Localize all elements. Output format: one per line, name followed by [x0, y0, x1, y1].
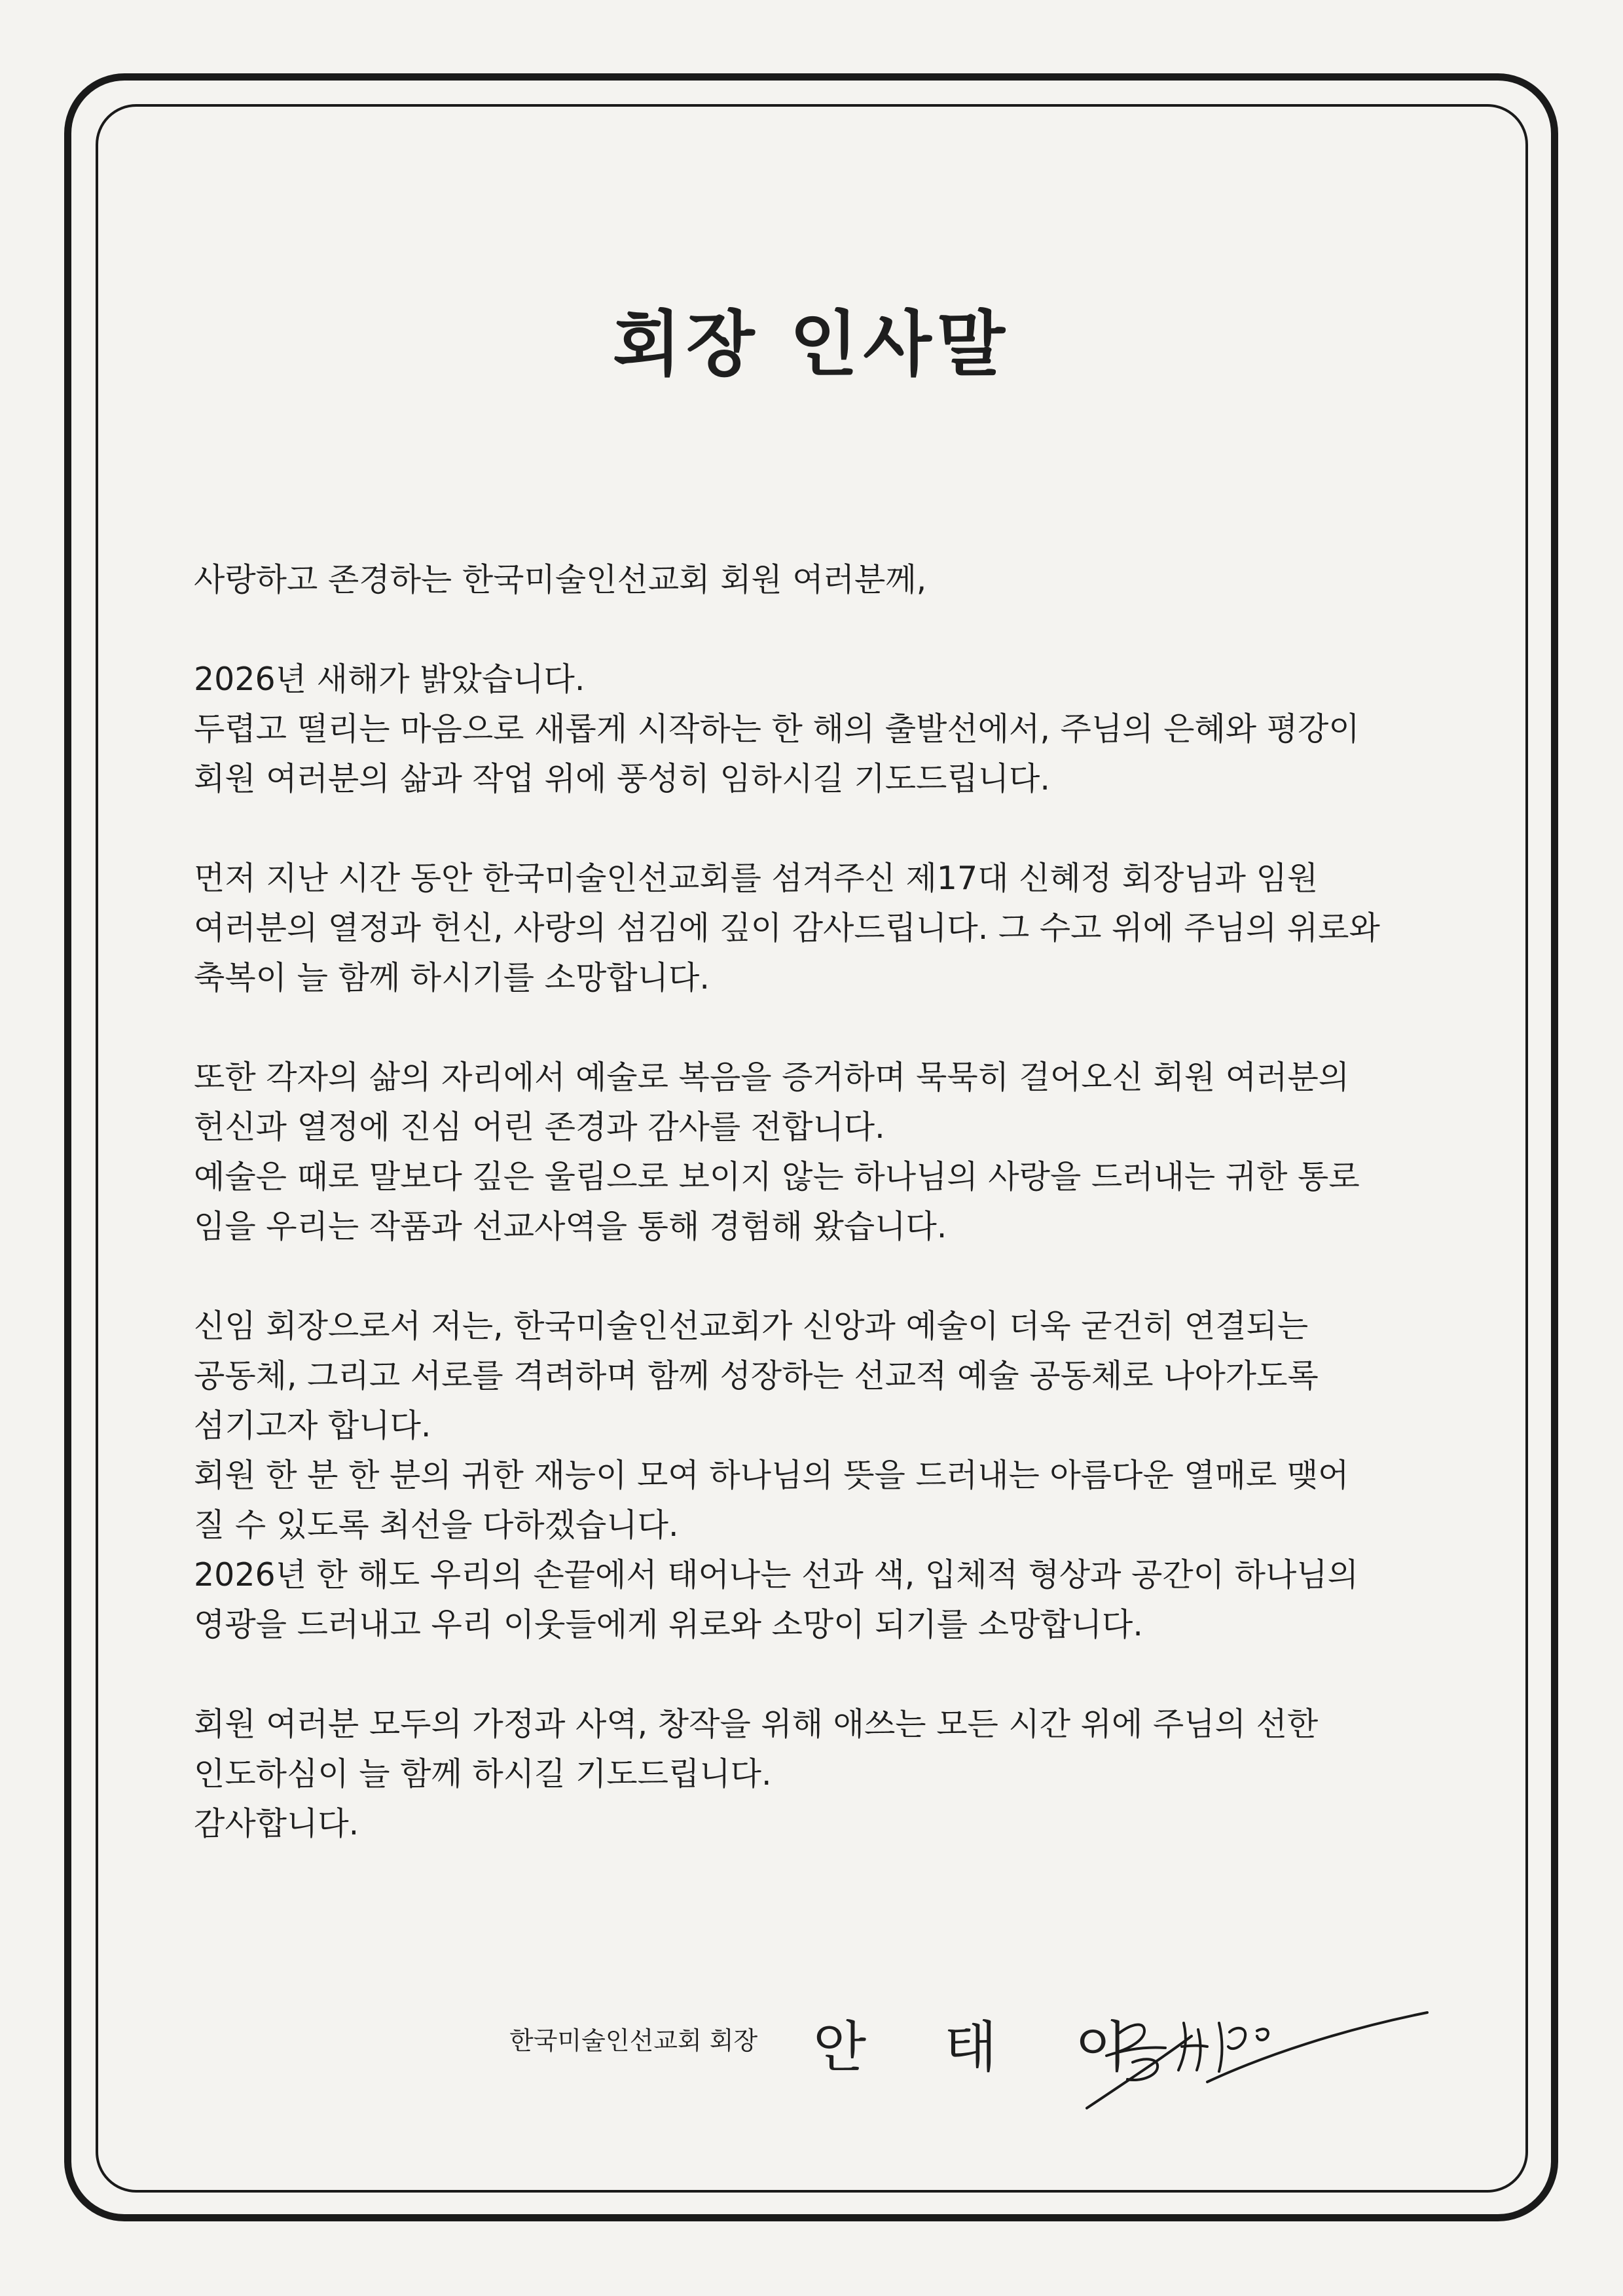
vision-paragraph — [194, 1302, 1438, 1650]
closing-paragraph — [194, 1700, 1438, 1849]
page-title: 회장 인사말 — [612, 304, 1011, 386]
signature-name: 안 태 이 — [813, 2015, 1158, 2079]
signature-block — [0, 1984, 1623, 2115]
letter-line: 회원 여러분의 삶과 작업 위에 풍성히 임하시길 기도드립니다. — [194, 760, 1050, 797]
letter-line: 축복이 늘 함께 하시기를 소망합니다. — [194, 959, 710, 996]
greeting-paragraph — [194, 555, 1438, 605]
letter-line: 인도하심이 늘 함께 하시길 기도드립니다. — [194, 1755, 772, 1793]
letter-line: 공동체, 그리고 서로를 격려하며 함께 성장하는 선교적 예술 공동체로 나아가도록 — [194, 1357, 1319, 1394]
letter-line: 먼저 지난 시간 동안 한국미술인선교회를 섬겨주신 제17대 신혜정 회장님과 임원 — [194, 860, 1319, 897]
letter-line: 임을 우리는 작품과 선교사역을 통해 경험해 왔습니다. — [194, 1208, 947, 1245]
letter-line: 또한 각자의 삶의 자리에서 예술로 복음을 증거하며 묵묵히 걸어오신 회원 여러분의 — [194, 1059, 1350, 1096]
letter-line: 예술은 때로 말보다 깊은 울림으로 보이지 않는 하나님의 사랑을 드러내는 귀한 통로 — [194, 1158, 1360, 1195]
letter-line: 두렵고 떨리는 마음으로 새롭게 시작하는 한 해의 출발선에서, 주님의 은혜와 평강이 — [194, 710, 1360, 748]
letter-line: 회원 한 분 한 분의 귀한 재능이 모여 하나님의 뜻을 드러내는 아름다운 열매로 맺어 — [194, 1457, 1349, 1494]
letter-line: 사랑하고 존경하는 한국미술인선교회 회원 여러분께, — [194, 561, 927, 598]
letter-body — [194, 555, 1438, 1899]
letter-line: 섬기고자 합니다. — [194, 1407, 431, 1444]
letter-line: 신임 회장으로서 저는, 한국미술인선교회가 신앙과 예술이 더욱 굳건히 연결되는 — [194, 1307, 1309, 1345]
letter-line: 헌신과 열정에 진심 어린 존경과 감사를 전합니다. — [194, 1108, 885, 1146]
letter-line: 영광을 드러내고 우리 이웃들에게 위로와 소망이 되기를 소망합니다. — [194, 1606, 1143, 1643]
letter-line: 여러분의 열정과 헌신, 사랑의 섬김에 깊이 감사드립니다. 그 수고 위에 주님의 위로와 — [194, 909, 1380, 947]
thanks-members-paragraph — [194, 1053, 1438, 1252]
letter-line: 2026년 새해가 밝았습니다. — [194, 661, 585, 698]
letter-line: 2026년 한 해도 우리의 손끝에서 태어나는 선과 색, 입체적 형상과 공간이 하나님의 — [194, 1556, 1359, 1594]
letter-line: 감사합니다. — [194, 1805, 359, 1842]
thanks-predecessor-paragraph — [194, 854, 1438, 1003]
letter-line: 회원 여러분 모두의 가정과 사역, 창작을 위해 애쓰는 모든 시간 위에 주님의 선한 — [194, 1705, 1319, 1743]
signature-org-role: 한국미술인선교회 회장 — [509, 2026, 758, 2055]
new-year-paragraph — [194, 655, 1438, 804]
handwritten-signature-icon — [1067, 1984, 1434, 2115]
letter-line: 질 수 있도록 최선을 다하겠습니다. — [194, 1506, 679, 1544]
